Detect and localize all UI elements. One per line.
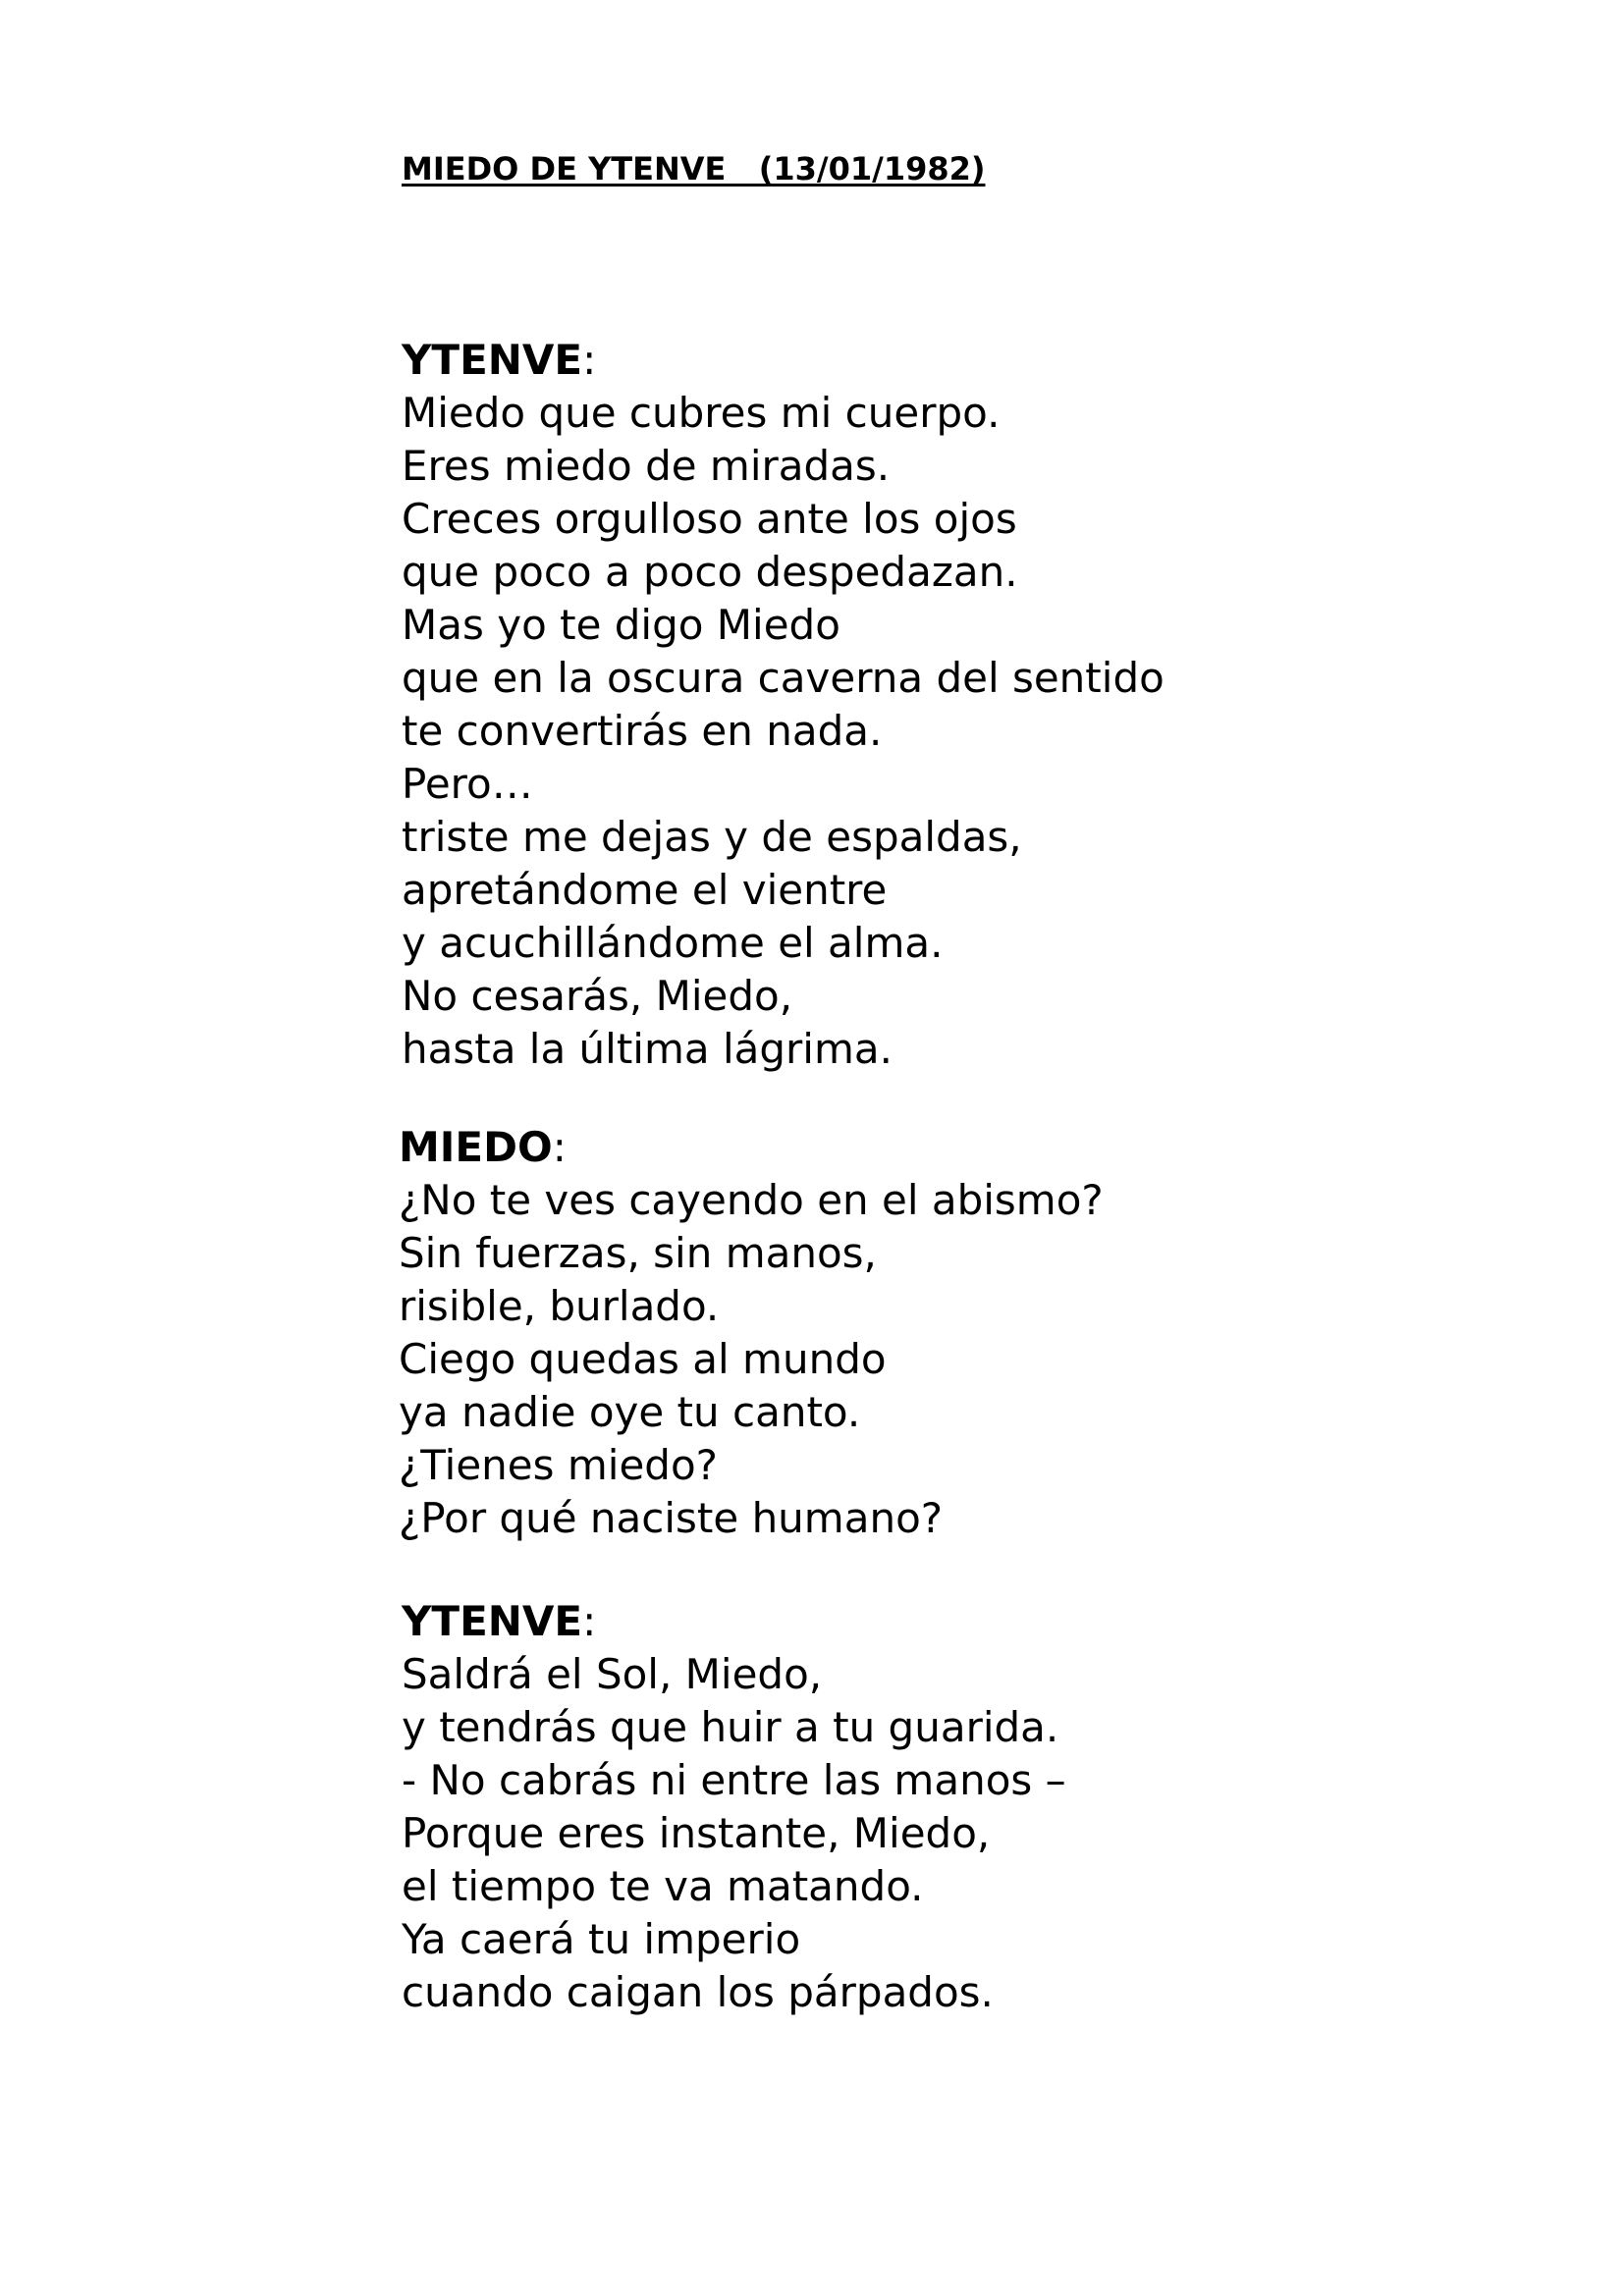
verse-line: Eres miedo de miradas. xyxy=(402,442,891,490)
verse-line: Creces orgulloso ante los ojos xyxy=(402,495,1017,543)
verse-line: ¿Tienes miedo? xyxy=(399,1441,718,1489)
speaker-name: MIEDO xyxy=(399,1123,553,1171)
verse-line: ¿No te ves cayendo en el abismo? xyxy=(399,1176,1104,1224)
verse-line: ¿Por qué naciste humano? xyxy=(399,1494,944,1542)
verse-line: Saldrá el Sol, Miedo, xyxy=(402,1650,823,1698)
verse-line: Ya caerá tu imperio xyxy=(402,1915,801,1963)
speaker-label: YTENVE: xyxy=(402,336,597,384)
verse-line: que poco a poco despedazan. xyxy=(402,548,1018,596)
stanza xyxy=(402,1595,1066,2019)
verse-line: ya nadie oye tu canto. xyxy=(399,1388,861,1436)
verse-line: te convertirás en nada. xyxy=(402,707,883,755)
verse-line: cuando caigan los párpados. xyxy=(402,1968,994,2016)
speaker-name: YTENVE xyxy=(402,336,583,384)
verse-line: triste me dejas y de espaldas, xyxy=(402,813,1022,861)
verse-line: apretándome el vientre xyxy=(402,866,888,914)
verse-line: que en la oscura caverna del sentido xyxy=(402,654,1164,702)
stanza xyxy=(399,1121,1104,1545)
verse-line: Pero… xyxy=(402,760,533,808)
verse-line: - No cabrás ni entre las manos – xyxy=(402,1756,1066,1804)
verse-line: Porque eres instante, Miedo, xyxy=(402,1809,991,1857)
speaker-name: YTENVE xyxy=(402,1597,583,1645)
verse-line: y acuchillándome el alma. xyxy=(402,919,944,967)
verse-line: hasta la última lágrima. xyxy=(402,1025,893,1073)
verse-line: Mas yo te digo Miedo xyxy=(402,601,840,649)
speaker-label: MIEDO: xyxy=(399,1123,567,1171)
verse-line: y tendrás que huir a tu guarida. xyxy=(402,1703,1059,1751)
speaker-label: YTENVE: xyxy=(402,1597,597,1645)
verse-line: el tiempo te va matando. xyxy=(402,1862,924,1910)
verse-line: Miedo que cubres mi cuerpo. xyxy=(402,389,1001,437)
stanza xyxy=(402,334,1164,1076)
verse-line: Ciego quedas al mundo xyxy=(399,1335,887,1383)
verse-line: risible, burlado. xyxy=(399,1282,720,1330)
verse-line: No cesarás, Miedo, xyxy=(402,972,793,1020)
verse-line: Sin fuerzas, sin manos, xyxy=(399,1229,877,1277)
poem-title: MIEDO DE YTENVE (13/01/1982) xyxy=(402,150,986,187)
